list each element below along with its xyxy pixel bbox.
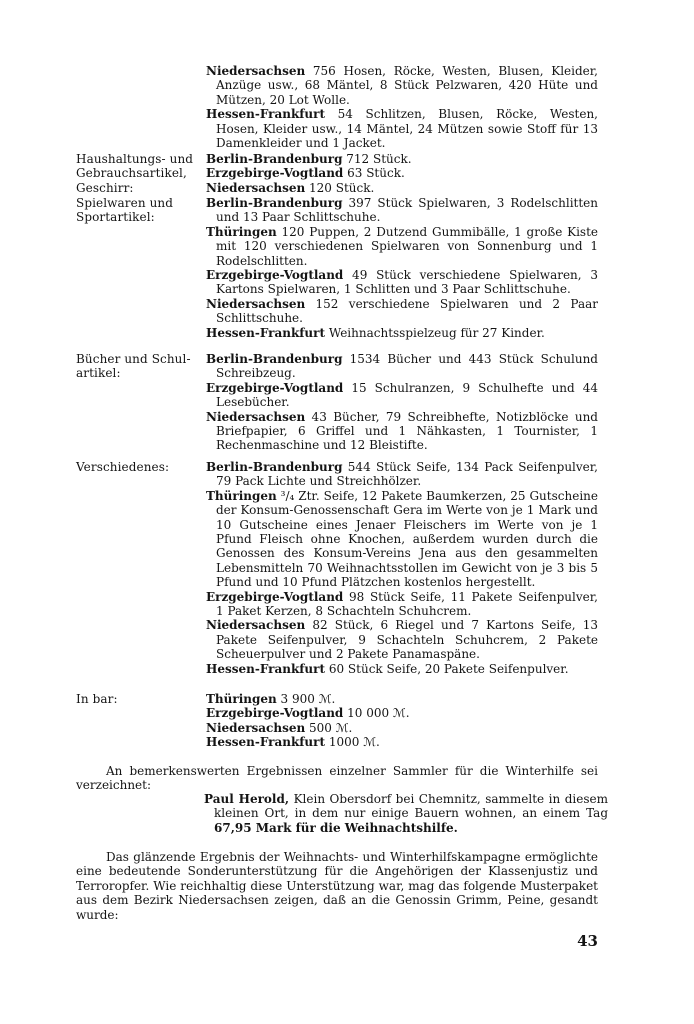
entry-text: ³/₄ Ztr. Seife, 12 Pakete Baumkerzen, 25 Gutscheine der Konsum-Genossenschaft Gera im Werte von je 1 Mark und 10 Gutscheine eines Jenaer Fleischers im Werte von je 1 Pfund Fleisch ohne Knochen, außerdem wurden durch die Genossen des Konsum-Vereins Jena aus den gesammelten Lebensmitteln 70 Weihnachtsstollen im Gewicht von je 3 bis 5 Pfund und 10 Pfund Plätzchen kostenlos hergestellt.	[216, 488, 598, 590]
entry-berlin-brandenburg	[206, 352, 598, 381]
region-name: Hessen-Frankfurt	[206, 735, 326, 750]
region-name: Hessen-Frankfurt	[206, 325, 326, 340]
entry-text: 3 900 ℳ.	[276, 692, 336, 706]
entry-thueringen	[206, 692, 598, 706]
entry-erzgebirge-vogtland	[206, 590, 598, 619]
region-name: Niedersachsen	[206, 720, 306, 735]
entry-hessen-frankfurt	[206, 107, 598, 150]
intro-paragraph: An bemerkenswerten Ergebnissen einzelner Sammler für die Winterhilfe sei verzeichnet:	[76, 764, 598, 793]
category-line: Bücher und Schul-	[76, 352, 191, 366]
region-name: Thüringen	[206, 692, 277, 706]
category-line: Verschiedenes:	[76, 460, 170, 474]
entry-hessen-frankfurt	[206, 326, 598, 340]
entry-hessen-frankfurt	[206, 662, 598, 676]
entry-text: 1534 Bücher und 443 Stück Schulund Schreibzeug.	[216, 352, 598, 381]
category-line: Gebrauchsartikel,	[76, 166, 187, 181]
category-line: Spielwaren und	[76, 196, 174, 210]
region-name: Erzgebirge-Vogtland	[206, 268, 344, 283]
entry-text: 49 Stück verschiedene Spielwaren, 3 Kartons Spielwaren, 1 Schlitten und 3 Paar Schlittschuhe.	[216, 268, 598, 297]
entry-erzgebirge-vogtland	[206, 166, 598, 180]
entry-text: 98 Stück Seife, 11 Pakete Seifenpulver, 1 Paket Kerzen, 8 Schachteln Schuhcrem.	[216, 589, 598, 619]
entry-text: 756 Hosen, Röcke, Westen, Blusen, Kleider, Anzüge usw., 68 Mäntel, 8 Stück Pelzwaren, 420 Hüte und Mützen, 20 Lot Wolle.	[216, 64, 598, 107]
section-entries	[206, 152, 598, 195]
entry-text: 120 Puppen, 2 Dutzend Gummibälle, 1 große Kiste mit 120 verschiedenen Spielwaren von Sonnenburg und 1 Rodelschlitten.	[216, 224, 598, 268]
section-entries	[206, 460, 598, 676]
collector-amount: 67,95 Mark für die Weihnachtshilfe.	[214, 820, 458, 835]
category-line: Geschirr:	[76, 180, 134, 195]
region-name: Erzgebirge-Vogtland	[206, 589, 344, 604]
entry-thueringen	[206, 489, 598, 590]
section-clothing-continued	[76, 64, 598, 150]
region-name: Hessen-Frankfurt	[206, 661, 326, 676]
section-entries	[206, 196, 598, 340]
entry-erzgebirge-vogtland	[206, 381, 598, 410]
collector-name: Paul Herold,	[204, 792, 290, 806]
entry-berlin-brandenburg	[206, 460, 598, 489]
section-category	[76, 352, 206, 381]
entry-erzgebirge-vogtland	[206, 268, 598, 297]
entry-hessen-frankfurt	[206, 735, 598, 749]
entry-berlin-brandenburg	[206, 196, 598, 225]
entry-text: 63 Stück.	[343, 166, 405, 181]
region-name: Niedersachsen	[206, 409, 306, 424]
region-name: Berlin-Brandenburg	[206, 460, 343, 474]
section-cash	[76, 692, 598, 750]
section-category	[76, 196, 206, 225]
entry-erzgebirge-vogtland	[206, 706, 598, 720]
entry-text: 10 000 ℳ.	[343, 706, 410, 721]
category-line: artikel:	[76, 366, 121, 381]
entry-thueringen	[206, 225, 598, 268]
category-line: In bar:	[76, 692, 118, 706]
section-entries	[206, 64, 598, 150]
region-name: Hessen-Frankfurt	[206, 107, 326, 122]
region-name: Thüringen	[206, 488, 277, 503]
region-name: Niedersachsen	[206, 64, 306, 78]
entry-text: 54 Schlitzen, Blusen, Röcke, Westen, Hosen, Kleider usw., 14 Mäntel, 24 Mützen sowie Stoff für 13 Damenkleider und 1 Jacket.	[216, 107, 598, 151]
entry-text: 712 Stück.	[342, 152, 412, 166]
section-household	[76, 152, 598, 195]
region-name: Erzgebirge-Vogtland	[206, 706, 344, 721]
entry-niedersachsen	[206, 181, 598, 195]
closing-paragraph: Das glänzende Ergebnis der Weihnachts- und Winterhilfskampagne ermöglichte eine bedeutende Sonderunterstützung für die Angehörigen der Klassenjustiz und Terroropfer. Wie reichhaltig diese Unterstützung war, mag das folgende Musterpaket aus dem Bezirk Niedersachsen zeigen, daß an die Genossin Grimm, Peine, gesandt wurde:	[76, 850, 598, 922]
entry-text: 15 Schulranzen, 9 Schulhefte und 44 Lesebücher.	[216, 380, 598, 410]
section-books	[76, 352, 598, 453]
region-name: Berlin-Brandenburg	[206, 352, 343, 366]
entry-text: Weihnachtsspielzeug für 27 Kinder.	[325, 325, 545, 340]
page-number: 43	[577, 932, 598, 950]
entry-niedersachsen	[206, 64, 598, 107]
section-miscellaneous	[76, 460, 598, 676]
entry-berlin-brandenburg	[206, 152, 598, 166]
entry-niedersachsen	[206, 410, 598, 453]
collector-quote	[204, 792, 608, 835]
entry-niedersachsen	[206, 297, 598, 326]
region-name: Niedersachsen	[206, 180, 306, 195]
entry-niedersachsen	[206, 721, 598, 735]
section-category	[76, 152, 206, 195]
entry-text: 60 Stück Seife, 20 Pakete Seifenpulver.	[325, 661, 569, 676]
section-category	[76, 460, 206, 474]
region-name: Berlin-Brandenburg	[206, 196, 343, 210]
entry-text: 120 Stück.	[305, 180, 375, 195]
category-line: Haushaltungs- und	[76, 152, 194, 166]
entry-text: 544 Stück Seife, 134 Pack Seifenpulver, 79 Pack Lichte und Streichhölzer.	[216, 460, 598, 489]
entry-text: 152 verschiedene Spielwaren und 2 Paar Schlittschuhe.	[216, 296, 598, 326]
section-entries	[206, 352, 598, 453]
section-entries	[206, 692, 598, 750]
section-category	[76, 692, 206, 706]
entry-text: 500 ℳ.	[305, 720, 353, 735]
section-toys	[76, 196, 598, 340]
entry-text: 43 Bücher, 79 Schreibhefte, Notizblöcke und Briefpapier, 6 Griffel und 1 Nähkasten, 1 Tournister, 1 Rechenmaschine und 12 Bleistifte.	[216, 409, 598, 453]
region-name: Niedersachsen	[206, 618, 306, 633]
region-name: Niedersachsen	[206, 296, 306, 311]
collector-text: Klein Obersdorf bei Chemnitz, sammelte in diesem kleinen Ort, in dem nur einige Bauern wohnen, an einem Tag	[214, 792, 608, 821]
entry-text: 397 Stück Spielwaren, 3 Rodelschlitten und 13 Paar Schlittschuhe.	[216, 196, 598, 225]
region-name: Erzgebirge-Vogtland	[206, 166, 344, 181]
category-line: Sportartikel:	[76, 210, 155, 225]
region-name: Berlin-Brandenburg	[206, 152, 343, 166]
entry-text: 82 Stück, 6 Riegel und 7 Kartons Seife, 13 Pakete Seifenpulver, 9 Schachteln Schuhcrem, 2 Pakete Scheuerpulver und 2 Pakete Panamaspäne.	[216, 618, 598, 662]
region-name: Thüringen	[206, 224, 277, 239]
entry-niedersachsen	[206, 618, 598, 661]
entry-text: 1000 ℳ.	[325, 735, 380, 750]
region-name: Erzgebirge-Vogtland	[206, 380, 344, 395]
